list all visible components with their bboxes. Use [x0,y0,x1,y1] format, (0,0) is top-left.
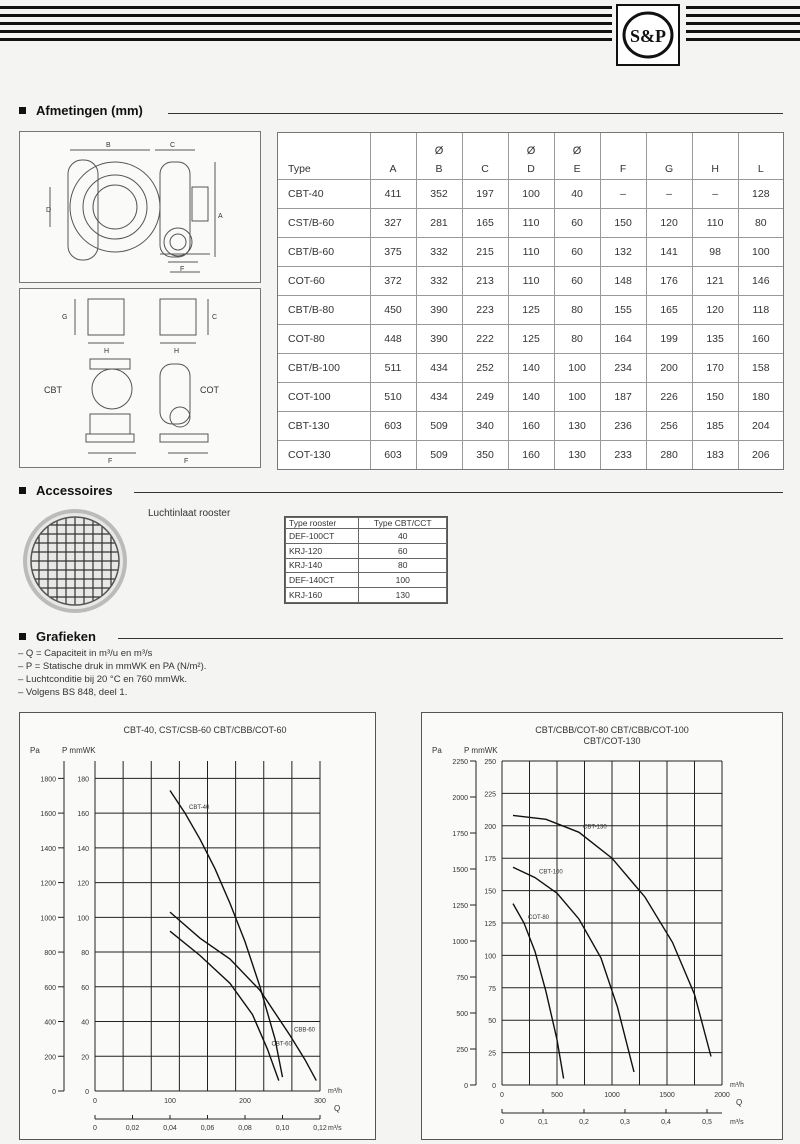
cell-value: 511 [370,354,416,383]
tick-label-x2: 0,3 [620,1119,630,1126]
cell-value: 332 [416,237,462,266]
section-bullet [19,487,26,494]
tick-label-mmwk: 0 [85,1089,89,1096]
cell-value: 327 [370,208,416,237]
drawing-label-cot: COT [200,385,219,395]
table-row [278,354,783,383]
dim-letter-d: D [46,207,52,214]
cell-value: 390 [416,325,462,354]
cell-value: 135 [692,325,738,354]
tick-label-pa: 1750 [452,831,468,838]
tick-label-x2: 0,06 [200,1125,215,1132]
tick-label-x2: 0,2 [579,1119,589,1126]
cell-value: – [692,179,738,208]
brand-logo-text: S&P [630,26,666,46]
cell-value: 140 [508,354,554,383]
cell-value: 120 [646,208,692,237]
section-title-dimensions: Afmetingen (mm) [36,103,143,118]
dim-letter-g: G [62,314,68,321]
tick-label-x2: 0,02 [125,1125,140,1132]
cell-value: 125 [508,295,554,324]
cell-type: CBT/B-80 [288,303,335,316]
tick-label-x2: 0,08 [238,1125,252,1132]
tick-label-x: 100 [164,1098,176,1105]
x-axis-label: Q [334,1104,341,1113]
cell-value: 199 [646,325,692,354]
tick-label-x2: 0,5 [702,1119,712,1126]
col-header: H [692,133,738,179]
chart-title: CBT-40, CST/CSB-60 CBT/CBB/COT-60 [123,725,287,735]
cell-value: 100 [359,573,447,588]
tick-label-mmwk: 225 [484,791,496,799]
tick-label-pa: 1200 [40,880,56,888]
legend-line: – Volgens BS 848, deel 1. [18,687,128,698]
col-header: F [600,133,646,179]
cell-type: KRJ-120 [286,543,359,558]
tick-label-mmwk: 80 [81,950,89,958]
section-title-accessories: Accessoires [36,483,113,498]
col-header: Type [288,162,311,175]
cell-value: 197 [462,179,508,208]
curve-label: CBT-130 [583,824,607,831]
cell-value: 372 [370,266,416,295]
curve-label: CBT-60 [271,1041,292,1048]
table-row [286,558,447,573]
cell-value: 150 [600,208,646,237]
dim-letter-h: H [104,348,110,355]
x-unit-bottom: m³/s [328,1125,342,1132]
cell-value: 60 [554,208,600,237]
table-row [278,412,783,441]
cell-value: 140 [508,383,554,412]
tick-label-mmwk: 50 [488,1018,496,1026]
tick-label-pa: 750 [456,975,468,982]
tick-label-x: 2000 [714,1092,730,1099]
cbt-cot-drawing [19,288,261,468]
cell-value: 40 [359,529,447,544]
cell-value: – [600,179,646,208]
cell-value: 252 [462,354,508,383]
col-header: A [370,133,416,179]
cell-type: COT-130 [288,449,331,462]
cell-value: 118 [738,295,783,324]
cell-value: 130 [359,588,447,603]
cell-value: 340 [462,412,508,441]
cell-type: KRJ-160 [286,588,359,603]
cell-value: 80 [359,558,447,573]
cell-value: 110 [692,208,738,237]
cell-value: 223 [462,295,508,324]
tick-label-pa: 1000 [452,939,468,946]
x-axis-label: Q [736,1098,743,1107]
cell-value: 434 [416,354,462,383]
cell-type: DEF-100CT [286,529,359,544]
cell-value: 40 [554,179,600,208]
cell-type: CST/B-60 [288,216,335,229]
tick-label-mmwk: 125 [484,921,496,928]
cell-value: 165 [646,295,692,324]
table-row [278,295,783,324]
cell-value: 352 [416,179,462,208]
cell-type: CBT/B-60 [288,245,335,258]
cell-value: 350 [462,441,508,469]
performance-chart-2 [422,713,782,1139]
cell-value: 100 [508,179,554,208]
table-row [286,588,447,603]
tick-label-x: 0 [93,1098,97,1105]
tick-label-x2: 0,4 [661,1119,671,1126]
cell-value: 411 [370,179,416,208]
dimensions-table [277,132,784,470]
cell-value: 509 [416,441,462,469]
col-header: Ø D [508,133,554,179]
tick-label-mmwk: 25 [488,1050,496,1058]
cell-value: 158 [738,354,783,383]
cell-value: 280 [646,441,692,469]
tick-label-pa: 1000 [40,915,56,923]
cell-value: 206 [738,441,783,469]
cell-value: 222 [462,325,508,354]
tick-label-mmwk: 250 [484,759,496,766]
cell-value: 226 [646,383,692,412]
table-row [286,543,447,558]
cell-value: 60 [554,266,600,295]
cell-value: 509 [416,412,462,441]
tick-label-pa: 200 [44,1054,56,1062]
table-row [278,441,783,469]
tick-label-pa: 800 [44,950,56,958]
tick-label-x: 1500 [659,1092,675,1099]
curve-label: CBT-100 [539,869,563,876]
cell-value: 187 [600,383,646,412]
section-divider [134,492,783,493]
tick-label-mmwk: 200 [484,823,496,831]
cell-value: 160 [508,412,554,441]
dim-letter-a: A [218,213,223,220]
cell-type: COT-80 [288,333,325,346]
tick-label-x: 300 [314,1098,326,1105]
performance-chart-1 [20,713,375,1139]
section-bullet [19,107,26,114]
dim-letter-f2: F [108,458,113,465]
tick-label-pa: 0 [464,1083,468,1090]
tick-label-pa: 1800 [40,776,56,784]
cell-value: 132 [600,237,646,266]
cell-value: 200 [646,354,692,383]
cell-value: 125 [508,325,554,354]
cell-value: 450 [370,295,416,324]
section-divider [168,113,783,114]
dim-letter-c: C [170,142,176,149]
cell-value: 100 [554,383,600,412]
tick-label-mmwk: 40 [81,1019,89,1027]
accessories-table [284,516,448,604]
tick-label-mmwk: 120 [77,880,89,888]
cell-value: 100 [554,354,600,383]
cell-type: DEF-140CT [286,573,359,588]
cell-value: 510 [370,383,416,412]
section-divider [118,638,783,639]
dim-letter-f3: F [184,458,189,465]
chart-title: CBT/COT-130 [583,736,641,746]
table-row [286,529,447,544]
accessory-caption: Luchtinlaat rooster [148,508,231,519]
tick-label-mmwk: 140 [77,845,89,853]
col-header: Ø B [416,133,462,179]
tick-label-pa: 0 [52,1089,56,1096]
cell-value: 603 [370,441,416,469]
tick-label-mmwk: 150 [484,888,496,896]
dim-letter-c2: C [212,314,218,321]
tick-label-mmwk: 175 [484,856,496,864]
col-header: G [646,133,692,179]
table-row [278,325,783,354]
table-row [278,208,783,237]
cell-value: 110 [508,208,554,237]
cell-type: COT-60 [288,274,325,287]
y-right-unit: P mmWK [464,746,498,755]
curve-label: CBT-40 [189,805,210,812]
dim-letter-h2: H [174,348,180,355]
chart-panel-1 [19,712,376,1140]
brand-logo [616,4,680,66]
table-row [278,266,783,295]
cell-value: 121 [692,266,738,295]
cell-value: 130 [554,412,600,441]
cell-value: 249 [462,383,508,412]
legend-line: – P = Statische druk in mmWK en PA (N/m²). [18,661,207,672]
table-row [278,383,783,412]
accessories-header-row [286,518,447,529]
col-header: Type CBT/CCT [359,518,447,529]
grille-image [19,508,131,614]
cell-type: CBT/B-100 [288,362,340,375]
tick-label-mmwk: 100 [77,915,89,923]
cell-type: KRJ-140 [286,558,359,573]
cell-value: 128 [738,179,783,208]
cell-value: 148 [600,266,646,295]
tick-label-pa: 1400 [40,845,56,853]
section-bullet [19,633,26,640]
cell-type: COT-100 [288,391,331,404]
cell-value: 165 [462,208,508,237]
cell-value: 204 [738,412,783,441]
curve-cbt-40 [170,791,283,1078]
cell-value: 160 [738,325,783,354]
cell-value: 120 [692,295,738,324]
cell-value: 236 [600,412,646,441]
col-header: C [462,133,508,179]
cell-value: 180 [738,383,783,412]
cell-value: 170 [692,354,738,383]
cell-value: 130 [554,441,600,469]
table-row [286,573,447,588]
tick-label-x2: 0 [93,1125,97,1132]
cell-value: 233 [600,441,646,469]
tick-label-mmwk: 75 [488,985,496,993]
curve-cbt-60 [170,931,279,1080]
tick-label-mmwk: 180 [77,776,89,784]
cell-value: 110 [508,266,554,295]
tick-label-mmwk: 160 [77,811,89,819]
tick-label-pa: 2000 [452,795,468,802]
cell-value: 80 [554,325,600,354]
col-header: Type rooster [286,518,359,529]
cell-value: – [646,179,692,208]
drawing-label-cbt: CBT [44,385,62,395]
cell-type: CBT-40 [288,187,324,200]
curve-label: COT-80 [528,915,550,921]
curve-cbt-100 [513,867,634,1072]
cell-value: 215 [462,237,508,266]
table-row [278,179,783,208]
cell-value: 281 [416,208,462,237]
cell-value: 448 [370,325,416,354]
tick-label-mmwk: 20 [81,1054,89,1062]
cell-value: 110 [508,237,554,266]
cell-value: 80 [554,295,600,324]
tick-label-x2: 0,04 [163,1125,177,1132]
tick-label-x2: 0 [500,1119,504,1126]
tick-label-pa: 1250 [452,903,468,910]
tick-label-x2: 0,12 [313,1125,327,1132]
cell-value: 150 [692,383,738,412]
dim-letter-b: B [106,142,111,149]
tick-label-pa: 1500 [452,867,468,874]
cell-value: 213 [462,266,508,295]
cell-value: 185 [692,412,738,441]
cell-value: 375 [370,237,416,266]
tick-label-pa: 500 [456,1011,468,1018]
cell-value: 100 [738,237,783,266]
table-row [278,237,783,266]
cell-value: 164 [600,325,646,354]
cell-value: 603 [370,412,416,441]
cell-value: 141 [646,237,692,266]
tick-label-x2: 0,10 [275,1125,290,1132]
tick-label-pa: 1600 [40,811,56,819]
tick-label-x: 0 [500,1092,504,1099]
x-unit-top: m³/h [730,1082,744,1089]
cell-value: 256 [646,412,692,441]
legend-line: – Q = Capaciteit in m³/u en m³/s [18,648,153,659]
col-header: Ø E [554,133,600,179]
dimensions-header-row [278,133,783,179]
dim-letter-f: F [180,266,185,273]
cell-value: 60 [359,543,447,558]
x-unit-top: m³/h [328,1088,342,1095]
tick-label-x: 200 [239,1098,251,1105]
y-left-unit: Pa [432,746,442,755]
chart-panel-2 [421,712,783,1140]
tick-label-mmwk: 100 [484,953,496,961]
chart-title: CBT/CBB/COT-80 CBT/CBB/COT-100 [535,725,689,735]
cell-value: 390 [416,295,462,324]
cell-value: 98 [692,237,738,266]
y-left-unit: Pa [30,746,40,755]
tick-label-pa: 600 [44,984,56,992]
tick-label-pa: 2250 [452,759,468,766]
cell-value: 332 [416,266,462,295]
cell-value: 146 [738,266,783,295]
tick-label-mmwk: 0 [492,1083,496,1090]
cell-type: CBT-130 [288,420,330,433]
y-right-unit: P mmWK [62,746,96,755]
cell-value: 80 [738,208,783,237]
tick-label-mmwk: 60 [81,984,89,992]
legend-line: – Luchtconditie bij 20 °C en 760 mmWk. [18,674,188,685]
cell-value: 183 [692,441,738,469]
tick-label-x2: 0,1 [538,1119,548,1126]
tick-label-x: 500 [551,1092,563,1099]
cell-value: 60 [554,237,600,266]
cell-value: 176 [646,266,692,295]
cell-value: 434 [416,383,462,412]
cell-value: 234 [600,354,646,383]
fan-dimension-drawing [19,131,261,283]
tick-label-x: 1000 [604,1092,620,1099]
col-header: L [738,133,783,179]
x-unit-bottom: m³/s [730,1119,744,1126]
curve-label: CBB-60 [294,1027,316,1034]
tick-label-pa: 400 [44,1019,56,1027]
cell-value: 155 [600,295,646,324]
section-title-graphs: Grafieken [36,629,96,644]
cell-value: 160 [508,441,554,469]
tick-label-pa: 250 [456,1047,468,1054]
